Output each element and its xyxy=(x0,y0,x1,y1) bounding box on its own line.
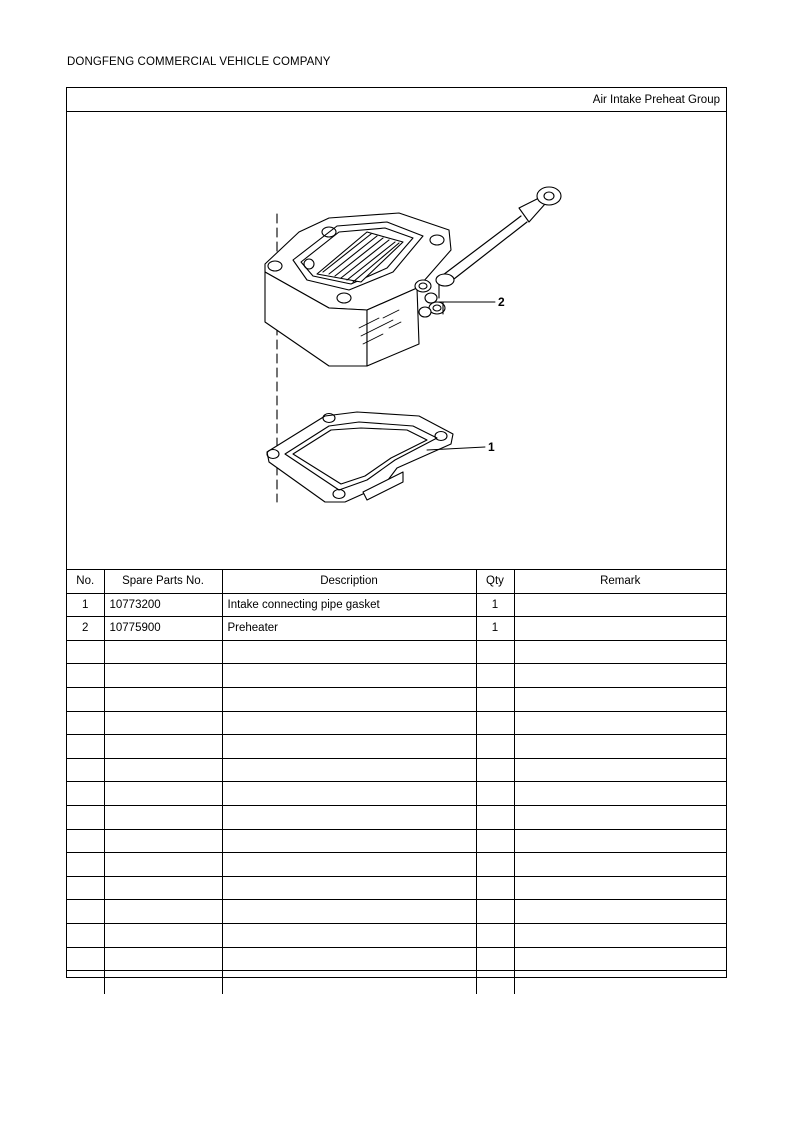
empty-cell xyxy=(67,687,104,711)
empty-cell xyxy=(476,711,514,735)
empty-cell xyxy=(222,640,476,664)
empty-cell xyxy=(67,971,104,994)
cell-description: Intake connecting pipe gasket xyxy=(222,593,476,617)
callout-1: 1 xyxy=(488,440,495,454)
empty-cell xyxy=(67,758,104,782)
empty-cell xyxy=(104,876,222,900)
empty-cell xyxy=(514,971,726,994)
empty-cell xyxy=(104,664,222,688)
parts-illustration xyxy=(67,112,726,570)
cell-remark xyxy=(514,617,726,641)
empty-cell xyxy=(222,782,476,806)
empty-cell xyxy=(514,853,726,877)
empty-cell xyxy=(514,829,726,853)
exploded-view-figure xyxy=(67,112,726,570)
empty-cell xyxy=(222,900,476,924)
empty-cell xyxy=(222,829,476,853)
empty-cell xyxy=(514,923,726,947)
header-description: Description xyxy=(222,570,476,593)
table-header-row xyxy=(67,570,726,593)
table-row-empty xyxy=(67,782,726,806)
preheater-drawing xyxy=(265,187,561,366)
table-row xyxy=(67,593,726,617)
empty-cell xyxy=(476,947,514,971)
empty-cell xyxy=(222,735,476,759)
empty-cell xyxy=(514,900,726,924)
empty-cell xyxy=(514,758,726,782)
empty-cell xyxy=(476,758,514,782)
empty-cell xyxy=(476,640,514,664)
table-row xyxy=(67,617,726,641)
table-row-empty xyxy=(67,711,726,735)
empty-cell xyxy=(514,711,726,735)
empty-cell xyxy=(476,735,514,759)
empty-cell xyxy=(514,640,726,664)
cell-part-no: 10775900 xyxy=(104,617,222,641)
empty-cell xyxy=(104,947,222,971)
header-no: No. xyxy=(67,570,104,593)
empty-cell xyxy=(67,923,104,947)
empty-cell xyxy=(104,805,222,829)
empty-cell xyxy=(514,782,726,806)
empty-cell xyxy=(476,853,514,877)
table-row-empty xyxy=(67,900,726,924)
table-row-empty xyxy=(67,923,726,947)
empty-cell xyxy=(104,971,222,994)
cell-no: 2 xyxy=(67,617,104,641)
gasket-drawing xyxy=(267,412,453,502)
table-row-empty xyxy=(67,640,726,664)
empty-cell xyxy=(67,947,104,971)
parts-table xyxy=(67,570,726,994)
empty-cell xyxy=(104,758,222,782)
table-row-empty xyxy=(67,853,726,877)
empty-cell xyxy=(476,687,514,711)
empty-cell xyxy=(104,782,222,806)
empty-cell xyxy=(67,711,104,735)
parts-sheet xyxy=(66,87,727,978)
empty-cell xyxy=(222,805,476,829)
empty-cell xyxy=(476,782,514,806)
empty-cell xyxy=(104,711,222,735)
cell-description: Preheater xyxy=(222,617,476,641)
header-remark: Remark xyxy=(514,570,726,593)
empty-cell xyxy=(222,923,476,947)
empty-cell xyxy=(222,853,476,877)
empty-cell xyxy=(67,876,104,900)
empty-cell xyxy=(222,664,476,688)
empty-cell xyxy=(104,829,222,853)
empty-cell xyxy=(104,640,222,664)
empty-cell xyxy=(222,711,476,735)
cell-qty: 1 xyxy=(476,617,514,641)
empty-cell xyxy=(476,876,514,900)
empty-cell xyxy=(104,735,222,759)
table-row-empty xyxy=(67,664,726,688)
table-row-empty xyxy=(67,735,726,759)
callout-2: 2 xyxy=(498,295,505,309)
table-row-empty xyxy=(67,687,726,711)
cell-part-no: 10773200 xyxy=(104,593,222,617)
table-row-empty xyxy=(67,805,726,829)
company-name: DONGFENG COMMERCIAL VEHICLE COMPANY xyxy=(67,56,331,68)
empty-cell xyxy=(514,687,726,711)
empty-cell xyxy=(514,947,726,971)
empty-cell xyxy=(222,687,476,711)
table-row-empty xyxy=(67,971,726,994)
empty-cell xyxy=(67,664,104,688)
empty-cell xyxy=(67,782,104,806)
group-title: Air Intake Preheat Group xyxy=(67,88,726,112)
empty-cell xyxy=(514,664,726,688)
table-row-empty xyxy=(67,876,726,900)
empty-cell xyxy=(67,640,104,664)
table-row-empty xyxy=(67,758,726,782)
header-part-no: Spare Parts No. xyxy=(104,570,222,593)
empty-cell xyxy=(514,735,726,759)
empty-cell xyxy=(222,758,476,782)
empty-cell xyxy=(104,853,222,877)
empty-cell xyxy=(476,971,514,994)
header-qty: Qty xyxy=(476,570,514,593)
empty-cell xyxy=(514,805,726,829)
empty-cell xyxy=(476,900,514,924)
empty-cell xyxy=(222,876,476,900)
empty-cell xyxy=(222,971,476,994)
empty-cell xyxy=(67,829,104,853)
empty-cell xyxy=(104,900,222,924)
empty-cell xyxy=(67,735,104,759)
cell-qty: 1 xyxy=(476,593,514,617)
empty-cell xyxy=(104,687,222,711)
empty-cell xyxy=(476,829,514,853)
empty-cell xyxy=(514,876,726,900)
empty-cell xyxy=(476,923,514,947)
empty-cell xyxy=(67,900,104,924)
empty-cell xyxy=(67,805,104,829)
empty-cell xyxy=(67,853,104,877)
table-row-empty xyxy=(67,947,726,971)
cell-remark xyxy=(514,593,726,617)
empty-cell xyxy=(104,923,222,947)
cell-no: 1 xyxy=(67,593,104,617)
table-row-empty xyxy=(67,829,726,853)
empty-cell xyxy=(476,805,514,829)
empty-cell xyxy=(222,947,476,971)
empty-cell xyxy=(476,664,514,688)
